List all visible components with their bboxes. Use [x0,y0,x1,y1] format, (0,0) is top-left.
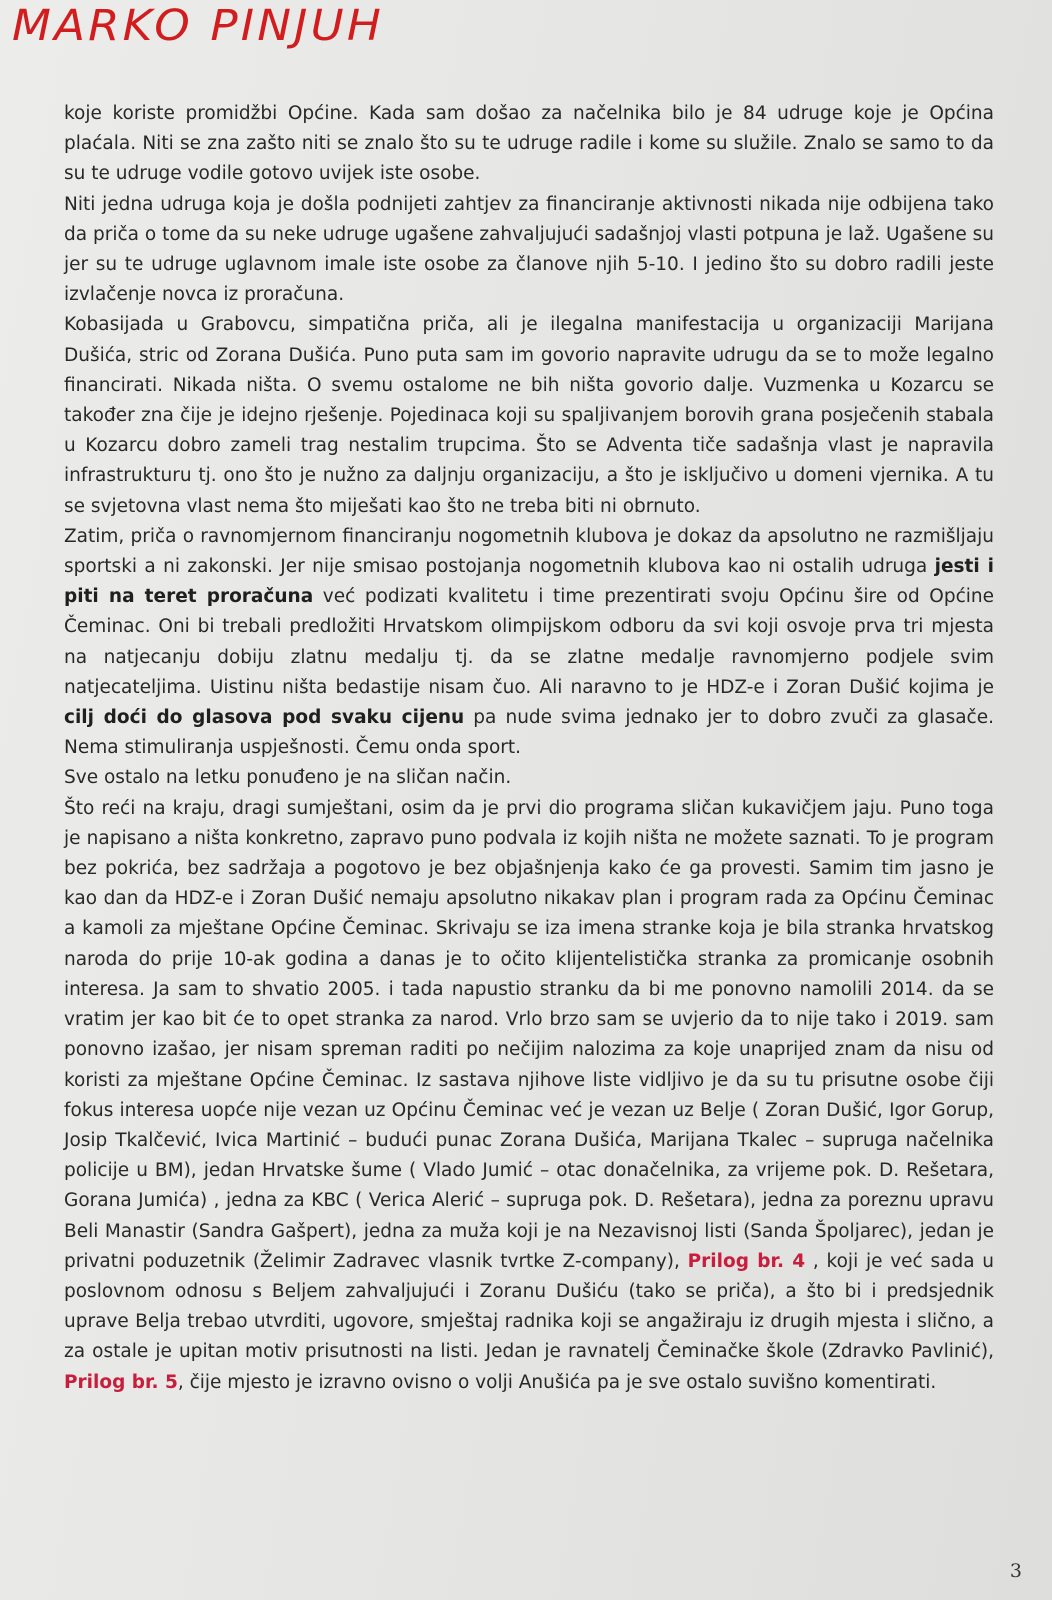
page-number: 3 [1009,1560,1022,1582]
paragraph-text: Što reći na kraju, dragi sumještani, osim da je prvi dio programa sličan kukavičjem jaju. Puno toga je napisano a ništa konkretno, zapravo puno podvala iz kojih ništa ne možete saznati. To je program bez pokrića, bez sadržaja a pogotovo je bez objašnjenja kako će ga provesti. Samim tim jasno je kao dan da HDZ-e i Zoran Dušić nemaju apsolutno nikakav plan i program rada za Općinu Čeminac a kamoli za mještane Općine Čeminac. Skrivaju se iza imena stranke koja je bila stranka hrvatskog naroda do prije 10-ak godina a danas je to očito klijentelistička stranka za promicanje osobnih interesa. Ja sam to shvatio 2005. i tada napustio stranku da bi me ponovno namolili 2014. da se vratim jer kao bit će to opet stranka za narod. Vrlo brzo sam se uvjerio da to nije tako i 2019. sam ponovno izašao, jer nisam spreman raditi po nečijim nalozima za koje unaprijed znam da nisu od koristi za mještane Općine Čeminac. Iz sastava njihove liste vidljivo je da su tu prisutne osobe čiji fokus interesa uopće nije vezan uz Općinu Čeminac već je vezan uz Belje ( Zoran Dušić, Igor Gorup, Josip Tkalčević, Ivica Martinić – budući punac Zorana Dušića, Marijana Tkalec – supruga načelnika policije u BM), jedan Hrvatske šume ( Vlado Jumić – otac donačelnika, za vrijeme pok. D. Rešetara, Gorana Jumića) , jedna za KBC ( Verica Alerić – supruga pok. D. Rešetara), jedna za poreznu upravu Beli Manastir (Sandra Gašpert), jedna za muža koji je na Nezavisnoj listi (Sanda Špoljarec), jedan je privatni poduzetnik (Želimir Zadravec vlasnik tvrtke Z-company), [64,797,994,1272]
paragraph-football-clubs [64,522,994,764]
paragraph-leaflet [64,763,994,793]
paragraph-kobasijada [64,310,994,521]
paragraph-text: , koji je već sada u poslovnom odnosu s Beljem zahvaljujući i Zoranu Dušiću (tako se priča), a što bi i predsjednik uprave Belja trebao utvrditi, ugovore, smještaj radnika koji se angažiraju iz drugih mjesta i slično, a za ostale je upitan motiv prisutnosti na listi. Jedan je ravnatelj Čeminačke škole (Zdravko Pavlinić), [64,1250,995,1363]
paragraph-text: Zatim, priča o ravnomjernom financiranju nogometnih klubova je dokaz da apsolutno ne razmišljaju sportski a ni zakonski. Jer nije smisao postojanja nogometnih klubova kao ni ostalih udruga [64,525,994,578]
attachment-reference-5: Prilog br. 5 [64,1371,178,1393]
paragraph-text: Kobasijada u Grabovcu, simpatična priča, ali je ilegalna manifestacija u organizaciji Marijana Dušića, stric od Zorana Dušića. Puno puta sam im govorio napravite udrugu da se to može legalno financirati. Nikada ništa. O svemu ostalome ne bih ništa govorio dalje. Vuzmenka u Kozarcu se također zna čije je idejno rješenje. Pojedinaca koji su spaljivanjem borovih grana posječenih stabala u Kozarcu dobro zameli trag nestalim trupcima. Što se Adventa tiče sadašnja vlast je napravila infrastrukturu tj. ono što je nužno za daljnju organizaciju, a što je isključivo u domeni vjernika. A tu se svjetovna vlast nema što miješati kao što ne treba biti ni obrnuto. [64,314,994,517]
document-body [64,99,994,1398]
paragraph-text: koje koriste promidžbi Općine. Kada sam došao za načelnika bilo je 84 udruge koje je Općina plaćala. Niti se zna zašto niti se znalo što su te udruge radile i kome su služile. Znalo se samo to da su te udruge vodile gotovo uvijek iste osobe. [64,103,994,185]
attachment-reference-4: Prilog br. 4 [687,1250,806,1272]
paragraph-text: već podizati kvalitetu i time prezentirati svoju Općinu šire od Općine Čeminac. Oni bi trebali predložiti Hrvatskom olimpijskom odboru da svi koji osvoje prva tri mjesta na natjecanju dobiju zlatnu medalju tj. da se zlatne medalje ravnomjerno podjele svim natjecateljima. Uistinu ništa bedastije nisam čuo. Ali naravno to je HDZ-e i Zoran Dušić kojima je [64,586,994,698]
author-name-header: MARKO PINJUH [12,1,384,51]
bold-phrase: cilj doći do glasova pod svaku cijenu [64,707,465,729]
paragraph-funding-requests [64,190,994,311]
paragraph-text: Niti jedna udruga koja je došla podnijeti zahtjev za financiranje aktivnosti nikada nije odbijena tako da priča o tome da su neke udruge ugašene zahvaljujući sadašnjoj vlasti potpuna je laž. Ugašene su jer su te udruge uglavnom imale iste osobe za članove njih 5-10. I jedino što su dobro radili jeste izvlačenje novca iz proračuna. [64,193,994,306]
paragraph-associations [64,99,994,190]
bold-phrase: jesti i piti na teret proračuna [64,556,994,608]
paragraph-text: Sve ostalo na letku ponuđeno je na sličan način. [64,767,512,789]
paragraph-text: , čije mjesto je izravno ovisno o volji Anušića pa je sve ostalo suvišno komentirati. [177,1371,937,1393]
paragraph-conclusion [64,794,994,1398]
paragraph-text: pa nude svima jednako jer to dobro zvuči za glasače. Nema stimuliranja uspješnosti. Čemu onda sport. [64,707,994,759]
